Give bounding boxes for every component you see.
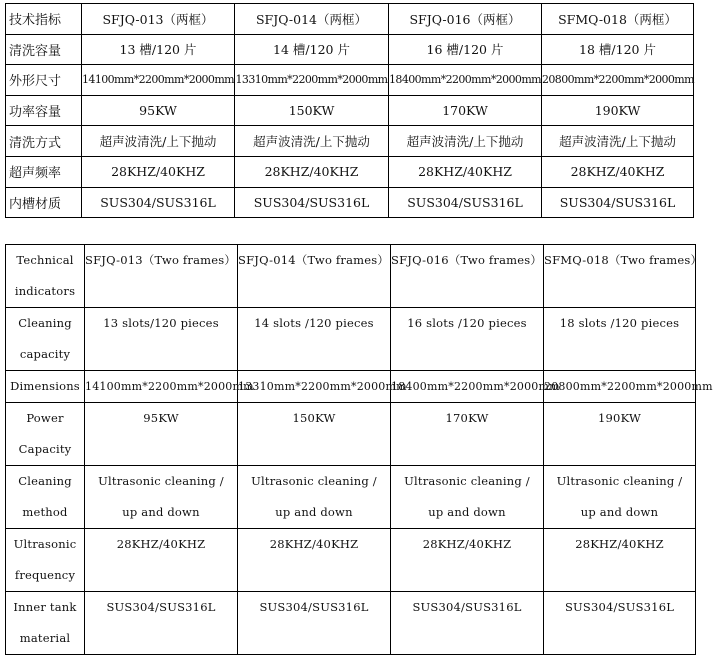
table-cell: 28KHZ/40KHZ <box>542 156 694 187</box>
table-row <box>6 187 694 218</box>
header-cell: SFJQ-016（两框） <box>389 4 542 35</box>
table-row <box>6 529 696 592</box>
table-cell: 13 槽/120 片 <box>82 34 235 65</box>
table-cell <box>391 466 544 529</box>
table-cell: 28KHZ/40KHZ <box>82 156 235 187</box>
cell-line: Ultrasonic cleaning / <box>251 474 377 488</box>
table-header-row <box>6 4 694 35</box>
table-cell: 14100mm*2200mm*2000mm <box>82 65 235 96</box>
table-cell: SUS304/SUS316L <box>235 187 389 218</box>
header-label-line: Technical <box>16 253 74 267</box>
table-cell: 28KHZ/40KHZ <box>235 156 389 187</box>
table-cell: 18400mm*2200mm*2000mm <box>391 371 544 403</box>
spec-table-chinese <box>5 3 694 218</box>
cell-line: Ultrasonic cleaning / <box>98 474 224 488</box>
row-label <box>6 529 85 592</box>
table-row <box>6 403 696 466</box>
table-cell: 95KW <box>82 95 235 126</box>
table-cell: 20800mm*2200mm*2000mm <box>544 371 696 403</box>
row-label-line: Capacity <box>18 442 72 456</box>
header-cell: 技术指标 <box>6 4 82 35</box>
table-cell: 190KW <box>542 95 694 126</box>
table-cell: 13 slots/120 pieces <box>85 308 238 371</box>
table-header-row <box>6 245 696 308</box>
table-cell: 20800mm*2200mm*2000mm <box>542 65 694 96</box>
table-cell: 170KW <box>389 95 542 126</box>
cell-line: Ultrasonic cleaning / <box>404 474 530 488</box>
header-cell: SFJQ-013（两框） <box>82 4 235 35</box>
table-cell: 190KW <box>544 403 696 466</box>
row-label-line: Cleaning <box>18 474 72 488</box>
row-label: 内槽材质 <box>6 187 82 218</box>
header-cell: SFMQ-018（两框） <box>542 4 694 35</box>
table-row <box>6 592 696 655</box>
row-label: Dimensions <box>6 371 85 403</box>
table-cell: SUS304/SUS316L <box>389 187 542 218</box>
row-label-line: frequency <box>14 568 76 582</box>
table-row <box>6 126 694 157</box>
table-cell: 170KW <box>391 403 544 466</box>
row-label-line: Inner tank <box>13 600 77 614</box>
header-cell: SFJQ-014（两框） <box>235 4 389 35</box>
row-label <box>6 308 85 371</box>
table-cell: 14100mm*2200mm*2000mm <box>85 371 238 403</box>
table-cell: 13310mm*2200mm*2000mm <box>235 65 389 96</box>
table-cell: 超声波清洗/上下抛动 <box>235 126 389 157</box>
row-label-line: capacity <box>19 347 71 361</box>
table-cell: 28KHZ/40KHZ <box>544 529 696 592</box>
table-row <box>6 466 696 529</box>
cell-line: up and down <box>275 505 353 519</box>
table-cell: 28KHZ/40KHZ <box>389 156 542 187</box>
table-cell: 18 slots /120 pieces <box>544 308 696 371</box>
table-row <box>6 156 694 187</box>
table-cell: 14 slots /120 pieces <box>238 308 391 371</box>
header-cell: SFMQ-018（Two frames） <box>544 245 696 308</box>
table-cell: 16 槽/120 片 <box>389 34 542 65</box>
table-cell: 超声波清洗/上下抛动 <box>389 126 542 157</box>
header-cell: SFJQ-013（Two frames） <box>85 245 238 308</box>
row-label: 超声频率 <box>6 156 82 187</box>
row-label: 外形尺寸 <box>6 65 82 96</box>
table-cell: SUS304/SUS316L <box>238 592 391 655</box>
table-row <box>6 65 694 96</box>
row-label: 功率容量 <box>6 95 82 126</box>
table-cell: 28KHZ/40KHZ <box>391 529 544 592</box>
row-label: 清洗容量 <box>6 34 82 65</box>
row-label-line: method <box>22 505 68 519</box>
table-cell: SUS304/SUS316L <box>391 592 544 655</box>
header-cell: SFJQ-014（Two frames） <box>238 245 391 308</box>
table-cell: 28KHZ/40KHZ <box>238 529 391 592</box>
table-cell: 150KW <box>235 95 389 126</box>
header-label-cell <box>6 245 85 308</box>
table-cell: 超声波清洗/上下抛动 <box>82 126 235 157</box>
row-label <box>6 592 85 655</box>
row-label <box>6 466 85 529</box>
spec-table-english <box>5 244 713 655</box>
table-cell <box>238 466 391 529</box>
table-cell: SUS304/SUS316L <box>544 592 696 655</box>
table-cell: SUS304/SUS316L <box>82 187 235 218</box>
table-cell: 18400mm*2200mm*2000mm <box>389 65 542 96</box>
table-cell: 18 槽/120 片 <box>542 34 694 65</box>
table-cell: 150KW <box>238 403 391 466</box>
cell-line: Ultrasonic cleaning / <box>556 474 683 488</box>
header-cell: SFJQ-016（Two frames） <box>391 245 544 308</box>
table-cell: 28KHZ/40KHZ <box>85 529 238 592</box>
row-label-line: Power <box>26 411 64 425</box>
table-row <box>6 95 694 126</box>
cell-line: up and down <box>122 505 200 519</box>
table-row <box>6 34 694 65</box>
table-row <box>6 308 696 371</box>
table-cell: 16 slots /120 pieces <box>391 308 544 371</box>
header-label-line: indicators <box>14 284 76 298</box>
table-cell <box>544 466 696 529</box>
table-cell: SUS304/SUS316L <box>85 592 238 655</box>
row-label-line: material <box>19 631 71 645</box>
table-cell: SUS304/SUS316L <box>542 187 694 218</box>
row-label-line: Ultrasonic <box>13 537 77 551</box>
table-cell: 超声波清洗/上下抛动 <box>542 126 694 157</box>
cell-line: up and down <box>428 505 506 519</box>
table-cell: 95KW <box>85 403 238 466</box>
cell-line: up and down <box>580 505 659 519</box>
table-cell: 14 槽/120 片 <box>235 34 389 65</box>
row-label <box>6 403 85 466</box>
table-cell <box>85 466 238 529</box>
row-label: 清洗方式 <box>6 126 82 157</box>
table-row <box>6 371 696 403</box>
row-label-line: Cleaning <box>18 316 72 330</box>
table-cell: 13310mm*2200mm*2000mm <box>238 371 391 403</box>
